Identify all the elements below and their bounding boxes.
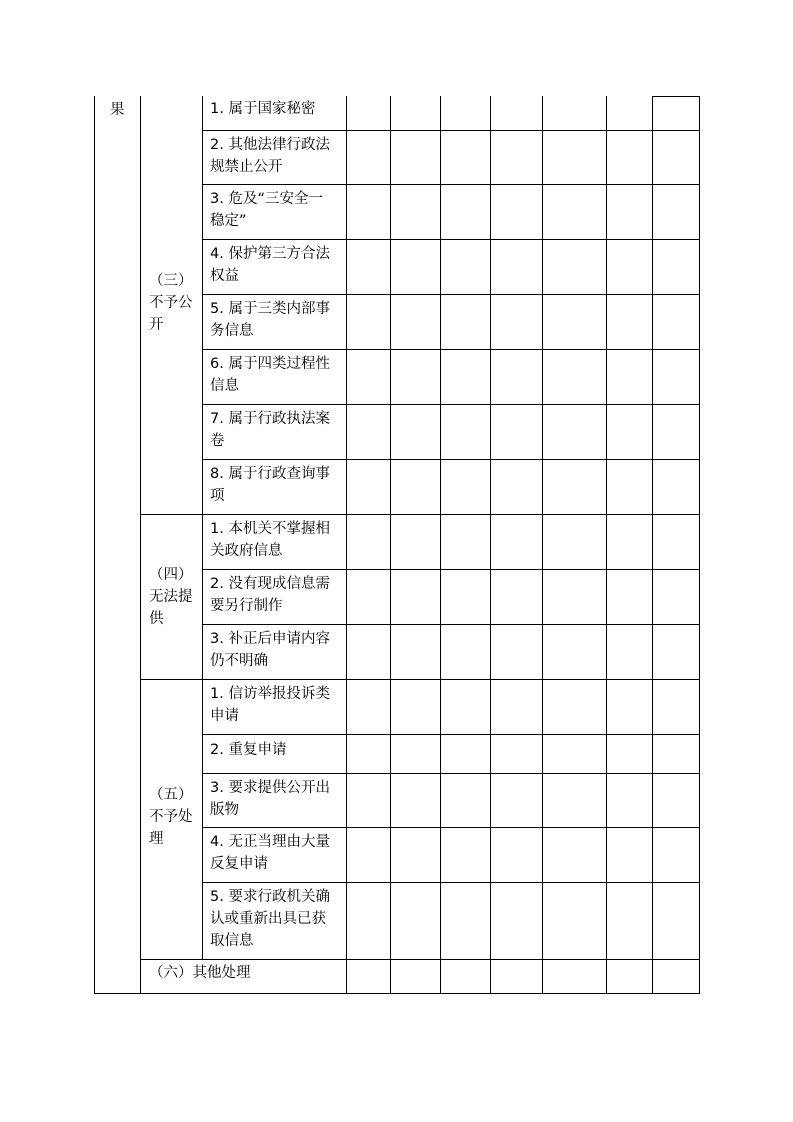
category-label-outer: 果 [110, 102, 125, 118]
table-border [140, 96, 141, 994]
table-border [652, 96, 653, 994]
item-3-2: 2. 其他法律行政法 规禁止公开 [210, 137, 330, 175]
item-3-4: 4. 保护第三方合法 权益 [210, 246, 330, 284]
item-3-3: 3. 危及“三安全一 稳定” [210, 191, 323, 229]
group-label-3: （三） 不予公 开 [149, 273, 193, 333]
item-5-4: 4. 无正当理由大量 反复申请 [210, 834, 330, 872]
table-border [94, 993, 700, 994]
item-5-1: 1. 信访举报投诉类 申请 [210, 686, 330, 724]
table-border [94, 96, 95, 994]
item-4-3: 3. 补正后申请内容 仍不明确 [210, 631, 330, 669]
item-3-8: 8. 属于行政查询事 项 [210, 466, 330, 504]
row-border [202, 349, 700, 350]
group-label-5: （五） 不予处 理 [149, 787, 193, 847]
disclosure-results-table [94, 96, 700, 994]
row-border [202, 882, 700, 883]
table-border [390, 96, 391, 994]
row-border [202, 569, 700, 570]
table-border [490, 96, 491, 994]
item-4-2: 2. 没有现成信息需 要另行制作 [210, 576, 330, 614]
item-4-1: 1. 本机关不掌握相 关政府信息 [210, 521, 330, 559]
item-3-5: 5. 属于三类内部事 务信息 [210, 301, 330, 339]
row-border [202, 624, 700, 625]
group-border [140, 679, 700, 680]
table-border [440, 96, 441, 994]
item-5-5: 5. 要求行政机关确 认或重新出具已获 取信息 [210, 889, 330, 949]
row-border [202, 827, 700, 828]
other-handling-label: （六）其他处理 [149, 965, 251, 981]
row-border [202, 239, 700, 240]
table-border [606, 96, 607, 994]
item-5-2: 2. 重复申请 [210, 742, 287, 758]
item-3-1: 1. 属于国家秘密 [210, 101, 316, 117]
row-border [202, 773, 700, 774]
table-border [346, 96, 347, 994]
table-border [652, 96, 700, 97]
item-5-3: 3. 要求提供公开出 版物 [210, 780, 330, 818]
table-border [699, 96, 700, 994]
row-border [202, 404, 700, 405]
row-border [202, 130, 700, 131]
group-label-4: （四） 无法提 供 [149, 567, 193, 627]
row-border [202, 294, 700, 295]
row-border [202, 734, 700, 735]
row-border [202, 184, 700, 185]
group-border [140, 959, 700, 960]
table-border [202, 96, 203, 960]
item-3-6: 6. 属于四类过程性 信息 [210, 356, 330, 394]
row-border [202, 459, 700, 460]
group-border [140, 514, 700, 515]
table-border [542, 96, 543, 994]
item-3-7: 7. 属于行政执法案 卷 [210, 411, 330, 449]
